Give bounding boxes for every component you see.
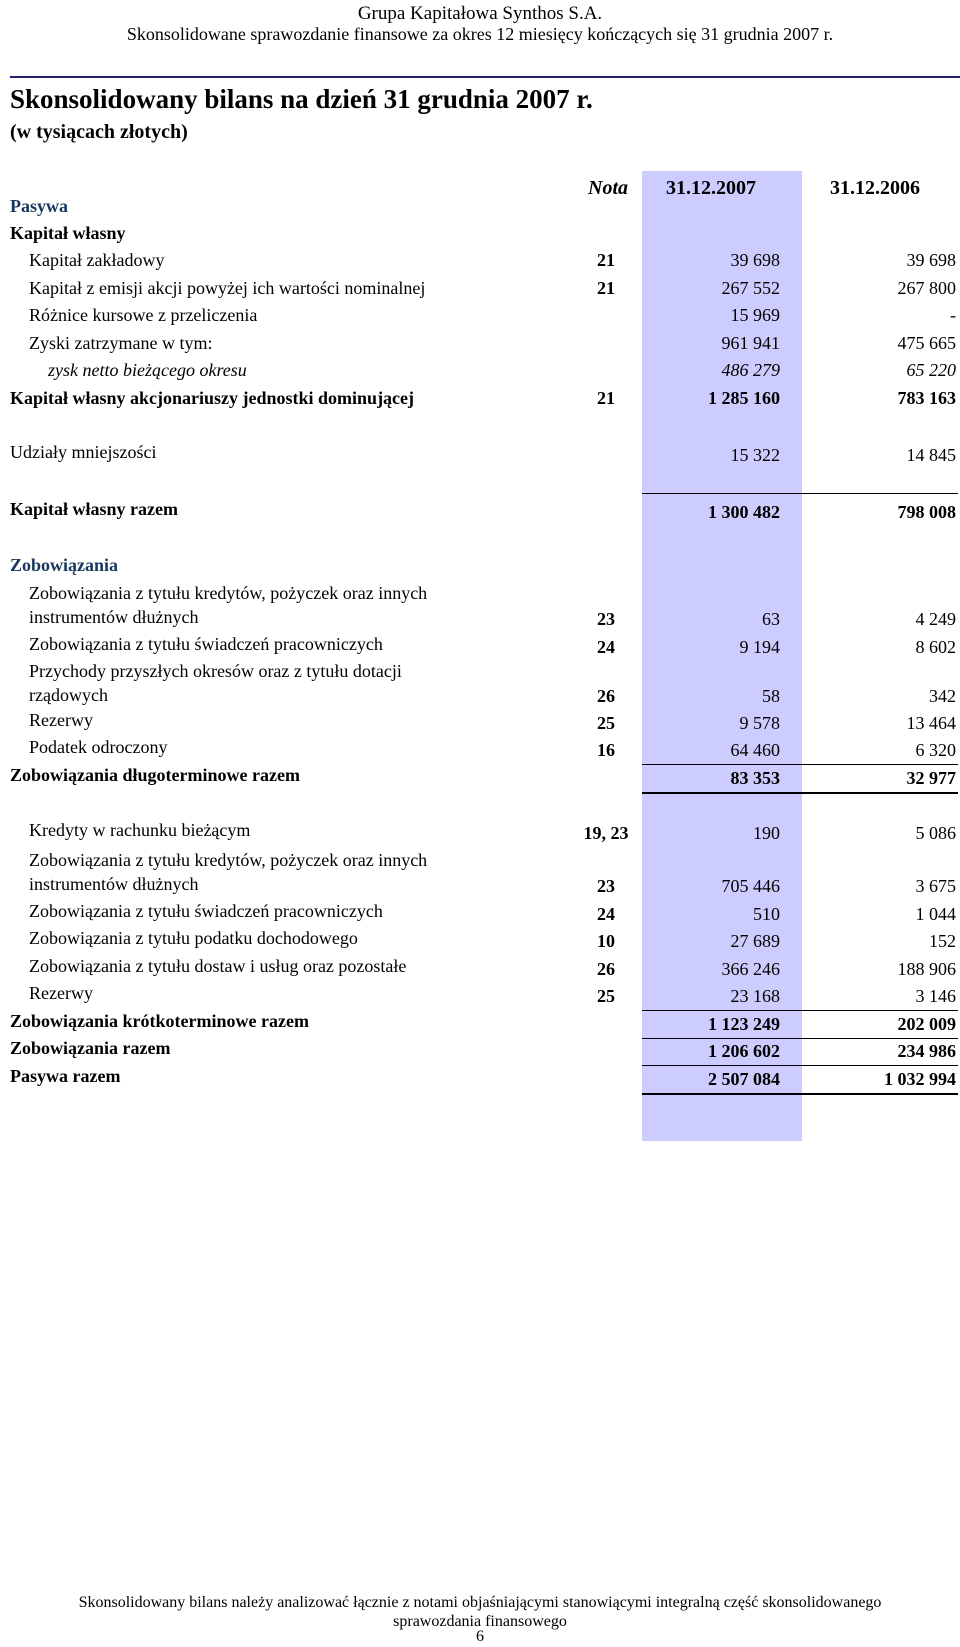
grand-total-rule [642,1093,958,1095]
row-value-2006: 342 [929,686,956,706]
row-value-2006: 65 220 [906,360,956,380]
column-header-2006: 31.12.2006 [830,177,920,199]
sum-rule [642,1065,958,1066]
table-row [0,499,960,523]
table-row [0,223,960,247]
table-row [0,983,960,1010]
footer-note-continued: sprawozdania finansowego [393,1613,567,1630]
row-value-2007: 15 322 [730,445,780,465]
row-note: 25 [597,986,615,1006]
row-label: Zobowiązania z tytułu świadczeń pracowniczych [29,901,383,921]
row-value-2007: 1 285 160 [708,388,780,408]
row-value-2007: 1 123 249 [708,1014,780,1034]
row-label: Pasywa razem [10,1066,121,1086]
row-value-2007: 486 279 [721,360,780,380]
table-row [0,1011,960,1038]
row-label: Zyski zatrzymane w tym: [29,333,213,353]
table-row [0,250,960,274]
row-value-2006: 1 044 [915,904,956,924]
row-note: 21 [597,250,615,270]
row-label: Zobowiązania z tytułu kredytów, pożyczek oraz innych instrumentów dłużnych [29,850,428,894]
row-label: Zobowiązania krótkoterminowe razem [10,1011,309,1031]
row-note: 21 [597,278,615,298]
row-label: Rezerwy [29,710,93,730]
row-value-2006: 4 249 [915,609,956,629]
row-note: 25 [597,713,615,733]
row-value-2007: 1 206 602 [708,1041,780,1061]
sum-rule [642,493,958,494]
row-label: Zobowiązania [10,555,119,575]
row-note: 23 [597,876,615,896]
row-value-2007: 83 353 [730,768,780,788]
table-row [0,820,960,847]
row-label: Udziały mniejszości [10,442,157,462]
total-rule [642,792,958,794]
row-value-2007: 27 689 [730,931,780,951]
row-label: Pasywa [10,196,68,216]
header-divider [10,76,960,78]
row-value-2006: 152 [929,931,956,951]
page-number: 6 [476,1628,484,1645]
table-row [0,901,960,928]
row-note: 24 [597,904,615,924]
table-row [0,278,960,302]
table-row [0,442,960,466]
row-value-2006: 3 675 [915,876,956,896]
row-value-2006: 5 086 [915,823,956,843]
table-row [0,634,960,661]
row-value-2007: 1 300 482 [708,502,780,522]
column-header-note: Nota [588,177,628,199]
table-row [0,1038,960,1065]
row-label: Kapitał zakładowy [29,250,165,270]
company-name: Grupa Kapitałowa Synthos S.A. [357,3,603,24]
table-row [0,333,960,357]
row-value-2007: 2 507 084 [708,1069,780,1089]
row-note: 16 [597,740,615,760]
row-note: 10 [597,931,615,951]
sum-rule [642,1010,958,1011]
row-value-2007: 190 [753,823,780,843]
row-value-2007: 366 246 [721,959,780,979]
table-row [0,305,960,329]
row-value-2006: 267 800 [897,278,956,298]
row-label: Kredyty w rachunku bieżącym [29,820,251,840]
row-value-2006: 798 008 [897,502,956,522]
table-row [0,555,960,579]
row-value-2007: 705 446 [721,876,780,896]
row-label: zysk netto bieżącego okresu [48,360,247,380]
row-note: 21 [597,388,615,408]
sum-rule [642,1038,958,1039]
row-value-2007: 63 [762,609,780,629]
row-value-2007: 961 941 [721,333,780,353]
row-value-2006: 3 146 [915,986,956,1006]
table-row [0,360,960,384]
row-label: Różnice kursowe z przeliczenia [29,305,258,325]
row-note: 23 [597,609,615,629]
row-note: 26 [597,959,615,979]
row-label: Podatek odroczony [29,737,168,757]
page-title: Skonsolidowany bilans na dzień 31 grudnia 2007 r. [10,84,593,114]
row-value-2007: 15 969 [730,305,780,325]
row-value-2006: 234 986 [897,1041,956,1061]
table-row [0,765,960,792]
page-subtitle: (w tysiącach złotych) [10,121,188,143]
row-value-2007: 58 [762,686,780,706]
row-note: 19, 23 [583,823,629,843]
row-label: Zobowiązania z tytułu podatku dochodowego [29,928,358,948]
table-row [0,388,960,412]
row-value-2007: 64 460 [730,740,780,760]
row-label: Kapitał własny razem [10,499,178,519]
row-value-2007: 9 194 [739,637,780,657]
row-label: Kapitał z emisji akcji powyżej ich wartości nominalnej [29,278,426,298]
row-value-2007: 39 698 [730,250,780,270]
table-row [0,196,960,220]
footer-note: Skonsolidowany bilans należy analizować łącznie z notami objaśniającymi stanowiącymi integralną część skonsolidowanego [78,1594,882,1611]
row-value-2006: - [950,305,956,325]
row-value-2007: 510 [753,904,780,924]
table-row [0,737,960,764]
table-row [0,850,960,900]
row-label: Przychody przyszłych okresów oraz z tytułu dotacji rządowych [29,661,402,705]
row-value-2007: 9 578 [739,713,780,733]
row-note: 24 [597,637,615,657]
table-row [0,1066,960,1093]
sum-rule [642,764,958,765]
row-value-2006: 475 665 [897,333,956,353]
table-row [0,928,960,955]
row-label: Zobowiązania z tytułu dostaw i usług oraz pozostałe [29,956,407,976]
row-value-2006: 8 602 [915,637,956,657]
table-row [0,661,960,710]
column-header-2007: 31.12.2007 [666,177,756,199]
row-value-2007: 23 168 [730,986,780,1006]
row-label: Zobowiązania z tytułu kredytów, pożyczek oraz innych instrumentów dłużnych [29,583,428,627]
row-label: Zobowiązania długoterminowe razem [10,765,300,785]
row-value-2006: 39 698 [906,250,956,270]
row-label: Rezerwy [29,983,93,1003]
row-label: Zobowiązania z tytułu świadczeń pracowniczych [29,634,383,654]
row-value-2006: 202 009 [897,1014,956,1034]
table-row [0,956,960,983]
report-title: Skonsolidowane sprawozdanie finansowe za okres 12 miesięcy kończących się 31 grudnia 2007 r. [126,24,834,44]
row-label: Zobowiązania razem [10,1038,171,1058]
row-value-2006: 6 320 [915,740,956,760]
row-label: Kapitał własny akcjonariuszy jednostki dominującej [10,388,415,408]
table-row [0,710,960,737]
row-value-2006: 783 163 [897,388,956,408]
row-value-2006: 14 845 [906,445,956,465]
row-value-2006: 188 906 [897,959,956,979]
table-row [0,583,960,633]
row-value-2006: 32 977 [906,768,956,788]
row-label: Kapitał własny [10,223,126,243]
row-value-2006: 1 032 994 [884,1069,956,1089]
row-value-2006: 13 464 [906,713,956,733]
row-value-2007: 267 552 [721,278,780,298]
row-note: 26 [597,686,615,706]
